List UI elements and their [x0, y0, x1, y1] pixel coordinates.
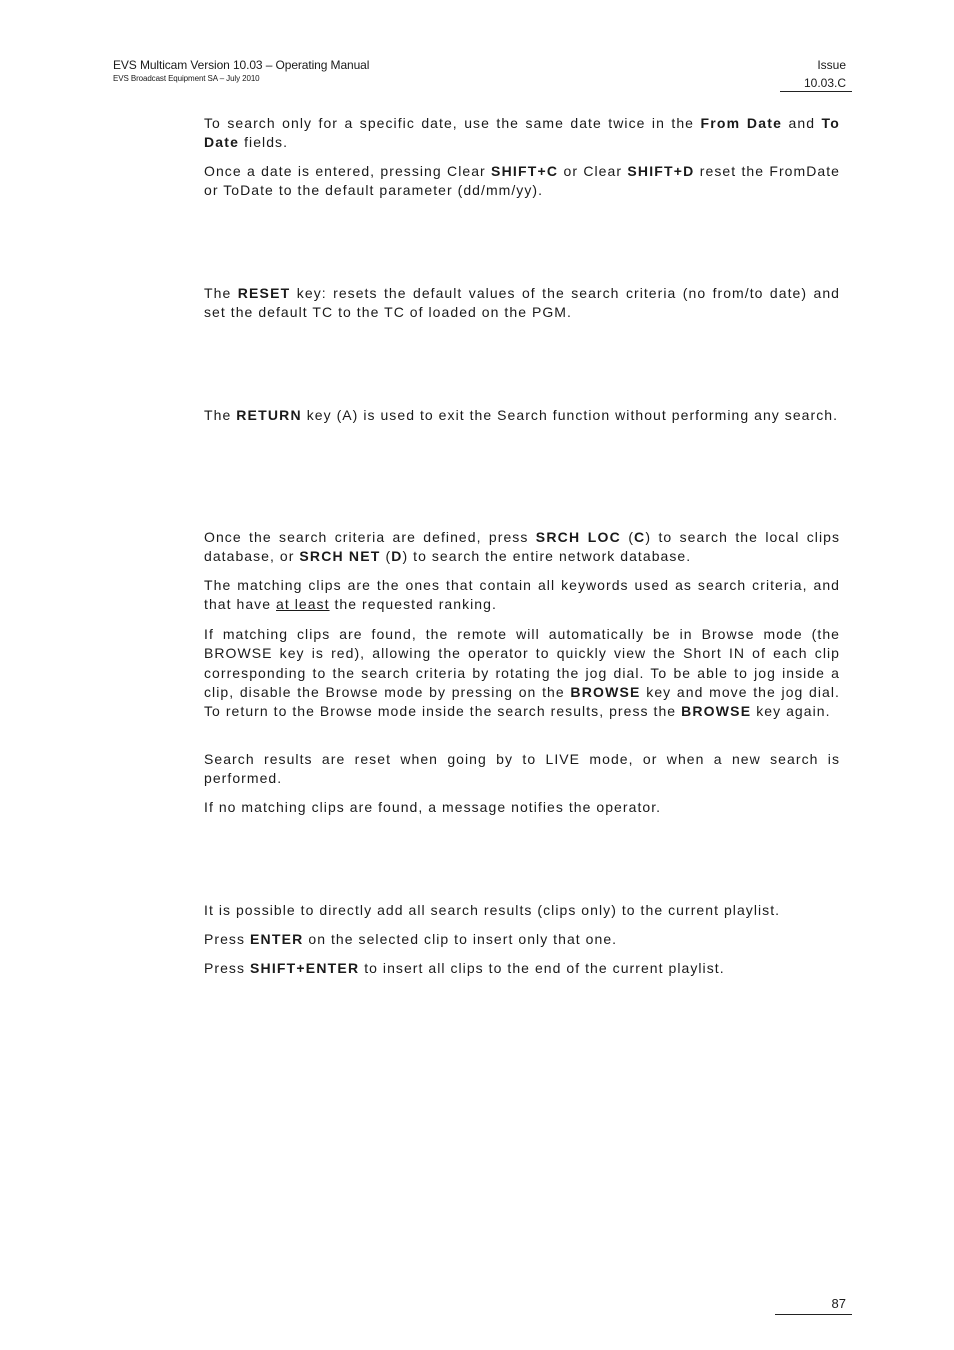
paragraph-return-key [204, 406, 840, 425]
bold-term: SRCH NET [299, 548, 381, 565]
text-run: key again. [751, 703, 831, 720]
paragraph-matching-clips [204, 576, 840, 615]
text-run: The [204, 407, 237, 423]
bold-term: D [391, 548, 403, 565]
page-number: 87 [831, 1296, 846, 1311]
paragraph-clear-date [204, 162, 840, 201]
text-run: ( [620, 529, 635, 545]
text-run: on the selected clip to insert only that one. [303, 931, 618, 947]
text-run: ( [380, 548, 392, 565]
text-run: to insert all clips to the end of the current playlist. [359, 960, 725, 976]
issue-value: 10.03.C [803, 76, 846, 90]
bold-term: SHIFT+ENTER [249, 960, 360, 976]
text-run: The [204, 285, 238, 301]
text-run: To search only for a specific date, use the same date twice in the [204, 115, 701, 131]
document-subtitle: EVS Broadcast Equipment SA – July 2010 [113, 74, 260, 83]
bold-term: ENTER [249, 931, 304, 947]
text-run: or Clear [558, 163, 628, 179]
bold-term: SRCH LOC [535, 529, 621, 545]
text-run: key (A) is used to exit the Search function without performing any search. [301, 407, 839, 423]
text-run: Search results are reset when going by to LIVE mode, or when a new search is performed. [204, 751, 840, 787]
text-run: Once a date is entered, pressing Clear [204, 163, 492, 179]
text-run: Once the search criteria are defined, press [204, 529, 536, 545]
text-run: key: resets the default values of the search criteria (no from/to date) and set the default TC to the TC of loaded on the PGM. [204, 285, 840, 321]
text-run: If matching clips are found, the remote will automatically be in Browse mode (the BROWSE key is red), allowing the operator to quickly view the Short IN of each clip corresponding to the search criteria by rotating the jog dial. To be able to jog inside a clip, disable the Browse mode by pressing on the [204, 626, 840, 700]
paragraph-date-search [204, 114, 840, 153]
issue-label: Issue [817, 58, 846, 72]
bold-term: RESET [237, 285, 291, 301]
text-run: fields. [239, 134, 289, 151]
bold-term: SHIFT+C [491, 163, 559, 179]
bold-term: SHIFT+D [627, 163, 695, 179]
text-run: reset the FromDate or ToDate to the default parameter (dd/mm/yy). [204, 163, 840, 199]
text-run: Press [204, 960, 250, 976]
paragraph-no-match [204, 798, 840, 817]
bold-term: BROWSE [681, 703, 752, 720]
bold-term: RETURN [236, 407, 302, 423]
paragraph-enter-insert [204, 930, 840, 949]
text-run: If no matching clips are found, a message notifies the operator. [204, 799, 662, 815]
bold-term: To Date [204, 115, 841, 151]
document-title: EVS Multicam Version 10.03 – Operating Manual [113, 58, 370, 72]
bold-term: BROWSE [570, 683, 641, 700]
text-run: Press [204, 931, 250, 947]
paragraph-add-to-playlist [204, 901, 840, 920]
text-run: ) to search the local clips database, or [204, 529, 840, 565]
text-run: key and move the jog dial. To return to the Browse mode inside the search results, press the [204, 683, 840, 720]
text-run: and [782, 115, 822, 131]
text-run: the requested ranking. [329, 596, 497, 613]
footer-rule [775, 1314, 852, 1315]
bold-term: From Date [700, 115, 783, 131]
header-rule [780, 91, 852, 92]
text-run: ) to search the entire network database. [402, 548, 692, 565]
page-header-right [804, 58, 846, 92]
paragraph-shift-enter-insert [204, 959, 840, 978]
text-run: It is possible to directly add all search results (clips only) to the current playlist. [204, 902, 781, 918]
paragraph-search-launch [204, 528, 840, 567]
bold-term: C [634, 529, 646, 545]
underlined-term: at least [276, 596, 330, 613]
page-header-left [113, 58, 369, 84]
paragraph-results-reset [204, 750, 840, 789]
paragraph-reset-key [204, 284, 840, 323]
paragraph-browse-mode [204, 625, 840, 721]
text-run: The matching clips are the ones that contain all keywords used as search criteria, and that have [204, 577, 840, 613]
